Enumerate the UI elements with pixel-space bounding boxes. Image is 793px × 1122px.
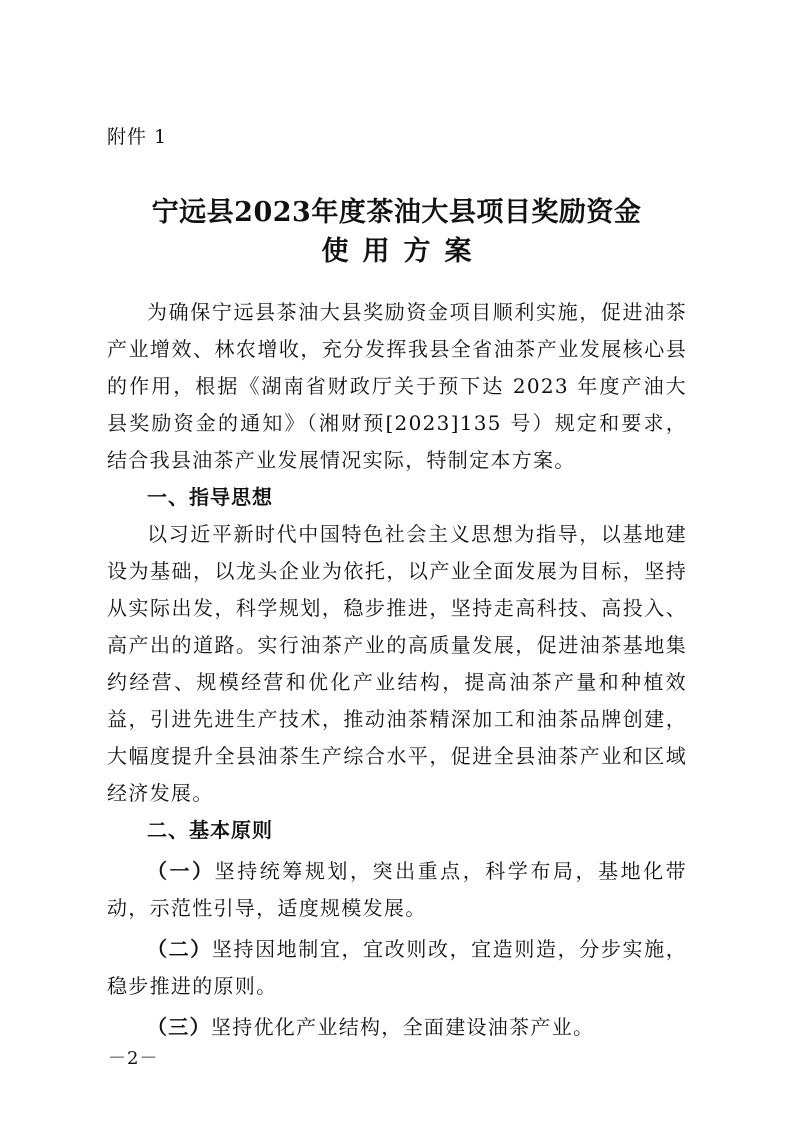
document-body — [107, 294, 687, 1046]
principle-item-label: （一） — [147, 859, 215, 883]
document-title-line-1: 宁远县2023年度茶油大县项目奖励资金 — [151, 197, 642, 228]
intro-paragraph: 为确保宁远县茶油大县奖励资金项目顺利实施，促进油茶产业增效、林农增收，充分发挥我县全省油茶产业发展核心县的作用，根据《湖南省财政厅关于预下达 2023 年度产油大县奖励资金的通知》（湘财预[2023]135 号）规定和要求，结合我县油茶产业发展情况实际，特制定本方案。 — [107, 300, 687, 472]
principle-item-text: 坚持优化产业结构，全面建设油茶产业。 — [210, 1015, 595, 1039]
principle-item — [107, 1009, 687, 1046]
principle-item-label: （三） — [147, 1015, 211, 1039]
principle-item-text: 坚持统筹规划，突出重点，科学布局，基地化带动，示范性引导，适度规模发展。 — [107, 859, 687, 920]
principle-item — [107, 853, 687, 927]
principle-item — [107, 931, 687, 1005]
section-2-heading: 二、基本原则 — [147, 818, 273, 842]
principle-item-label: （二） — [147, 937, 212, 961]
section-1-heading: 一、指导思想 — [147, 485, 273, 509]
section-1-paragraph: 以习近平新时代中国特色社会主义思想为指导，以基地建设为基础，以龙头企业为依托，以产业全面发展为目标，坚持从实际出发，科学规划，稳步推进，坚持走高科技、高投入、高产出的道路。实行油茶产业的高质量发展，促进油茶基地集约经营、规模经营和优化产业结构，提高油茶产量和种植效益，引进先进生产技术，推动油茶精深加工和油茶品牌创建，大幅度提升全县油茶生产综合水平，促进全县油茶产业和区域经济发展。 — [107, 522, 687, 805]
document-title-line-2: 使用方案 — [321, 236, 486, 267]
page-number: －2－ — [108, 1048, 159, 1069]
principle-item-text: 坚持因地制宜，宜改则改，宜造则造，分步实施，稳步推进的原则。 — [107, 937, 687, 998]
attachment-label: 附件 1 — [107, 126, 168, 148]
